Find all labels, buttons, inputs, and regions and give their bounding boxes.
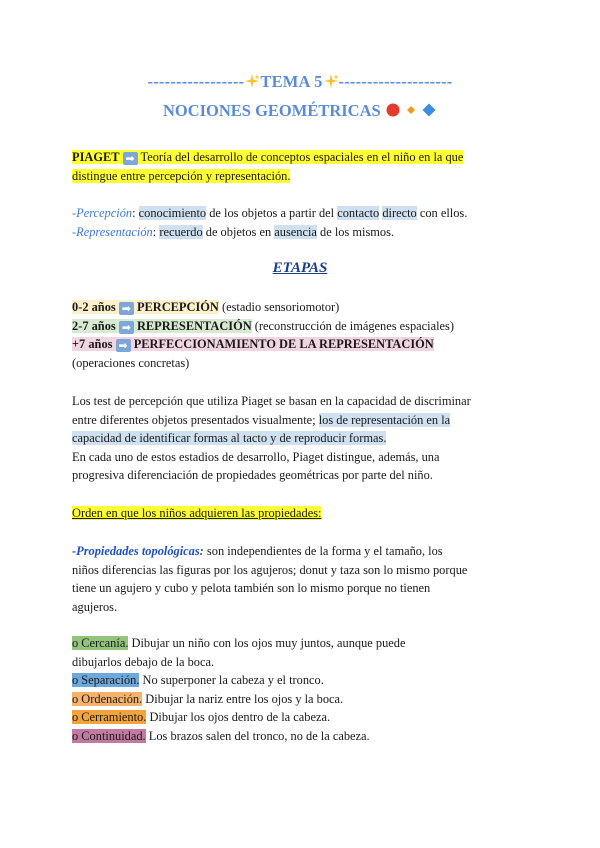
- tema-label: TEMA 5: [260, 72, 323, 91]
- etapa-item: 0-2 años ➡ PERCEPCIÓN (estadio sensoriomotor): [72, 300, 340, 315]
- arrow-right-icon: ➡: [123, 152, 138, 165]
- list-item: o Cerramiento. Dibujar los ojos dentro de la cabeza.: [72, 710, 331, 725]
- propiedades-list: [72, 634, 537, 746]
- etapa-item: +7 años ➡ PERFECCIONAMIENTO DE LA REPRESENTACIÓN (operaciones concretas): [72, 337, 434, 370]
- red-circle-icon: [385, 102, 401, 118]
- arrow-right-icon: ➡: [116, 339, 131, 352]
- percepcion-word-1: conocimiento: [138, 206, 207, 220]
- blue-diamond-icon: [421, 102, 437, 118]
- tema-dashes-left: -----------------: [147, 72, 245, 91]
- tema-dashes-right: --------------------: [338, 72, 453, 91]
- representacion-word-1: recuerdo: [159, 224, 203, 239]
- arrow-right-icon: ➡: [119, 321, 134, 334]
- etapa-item: 2-7 años ➡ REPRESENTACIÓN (reconstrucción de imágenes espaciales): [72, 318, 454, 334]
- definitions-block: [72, 204, 532, 241]
- sparkles-icon: [244, 73, 260, 89]
- piaget-block: [72, 148, 532, 185]
- ordenacion-label: o Ordenación.: [72, 691, 143, 706]
- subtitle-text: NOCIONES GEOMÉTRICAS: [162, 101, 381, 120]
- tema-title: [0, 73, 600, 92]
- percepcion-line: -Percepción: conocimiento de los objetos a partir del contacto directo con ellos.: [72, 206, 468, 220]
- list-item: o Ordenación. Dibujar la nariz entre los ojos y la boca.: [72, 691, 344, 706]
- arrow-right-icon: ➡: [119, 302, 134, 315]
- topologicas-paragraph: -Propiedades topológicas: son independientes de la forma y el tamaño, los niños diferencias las figuras por los agujeros; donut y taza son lo mismo porque tiene un agujero y cubo y pelota también son lo mismo porque no tienen agujeros.: [72, 544, 468, 614]
- piaget-line2: distingue entre percepción y representación.: [72, 168, 291, 183]
- separacion-label: o Separación.: [72, 673, 140, 688]
- cercania-label: o Cercanía.: [72, 636, 129, 650]
- percepcion-label: -Percepción: [72, 206, 133, 220]
- representacion-word-2: ausencia: [274, 224, 317, 239]
- continuidad-label: o Continuidad.: [72, 728, 146, 743]
- orange-diamond-icon: [405, 102, 417, 118]
- topologicas-label: -Propiedades topológicas:: [72, 544, 204, 558]
- list-item: o Continuidad. Los brazos salen del tronco, no de la cabeza.: [72, 728, 370, 743]
- cerramiento-label: o Cerramiento.: [72, 710, 147, 725]
- piaget-name: PIAGET: [72, 150, 120, 164]
- percepcion-word-3: directo: [382, 206, 417, 220]
- orden-heading: Orden en que los niños adquieren las propiedades:: [72, 506, 322, 520]
- subtitle: [0, 102, 600, 121]
- representacion-line: -Representación: recuerdo de objetos en ausencia de los mismos.: [72, 224, 395, 239]
- list-item: o Cercanía. Dibujar un niño con los ojos muy juntos, aunque puede dibujarlos debajo de la boca.: [72, 636, 406, 669]
- sparkles-icon: [323, 73, 339, 89]
- representacion-label: -Representación: [72, 224, 153, 239]
- percepcion-paragraph: Los test de percepción que utiliza Piaget se basan en la capacidad de discriminar entre diferentes objetos presentados visualmente; los de representación en la capacidad de identificar formas al tacto y de reproducir formas. En cada uno de estos estadios de desarrollo, Piaget distingue, además, una progresiva diferenciación de propiedades geométricas por parte del niño.: [72, 394, 471, 483]
- etapas-heading: ETAPAS: [272, 260, 328, 276]
- percepcion-word-2: contacto: [337, 206, 380, 220]
- piaget-line1: Teoría del desarrollo de conceptos espaciales en el niño en la que: [140, 150, 464, 164]
- list-item: o Separación. No superponer la cabeza y el tronco.: [72, 673, 324, 688]
- etapas-list: [72, 298, 532, 372]
